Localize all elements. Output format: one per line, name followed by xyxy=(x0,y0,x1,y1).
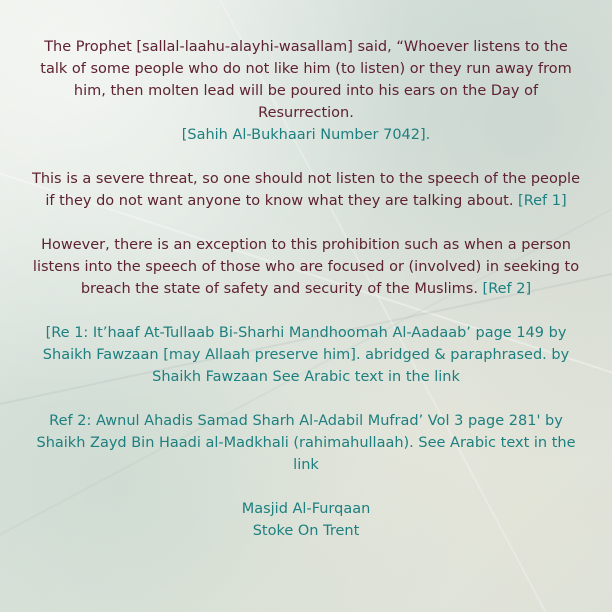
hadith-paragraph xyxy=(30,36,582,146)
reference-1: [Re 1: It’haaf At-Tullaab Bi-Sharhi Mandhoomah Al-Aadaab’ page 149 by Shaikh Fawzaan [may Allaah preserve him]. abridged & paraphrased. by Shaikh Fawzaan See Arabic text in the link xyxy=(42,325,570,385)
hadith-text: The Prophet [sallal-laahu-alayhi-wasallam] said, “Whoever listens to the talk of some people who do not like him (to listen) or they run away from him, then molten lead will be poured into his ears on the Day of Resurrection. xyxy=(40,39,572,121)
threat-ref: [Ref 1] xyxy=(518,193,567,209)
exception-paragraph xyxy=(30,234,582,300)
threat-paragraph xyxy=(30,168,582,212)
hadith-source: [Sahih Al-Bukhaari Number 7042]. xyxy=(181,127,431,143)
threat-text: This is a severe threat, so one should not listen to the speech of the people if they do not want anyone to know what they are talking about. xyxy=(31,171,581,209)
reference-2: Ref 2: Awnul Ahadis Samad Sharh Al-Adabil Mufrad’ Vol 3 page 281' by Shaikh Zayd Bin Haadi al-Madkhali (rahimahullaah). See Arabic text in the link xyxy=(36,413,576,473)
masjid-name: Masjid Al-Furqaan xyxy=(241,501,371,517)
exception-text: However, there is an exception to this prohibition such as when a person listens into the speech of those who are focused or (involved) in seeking to breach the state of safety and security of the Muslims. xyxy=(32,237,580,297)
footer xyxy=(30,498,582,542)
masjid-location: Stoke On Trent xyxy=(252,523,360,539)
exception-ref: [Ref 2] xyxy=(482,281,532,297)
text-content xyxy=(30,36,582,564)
